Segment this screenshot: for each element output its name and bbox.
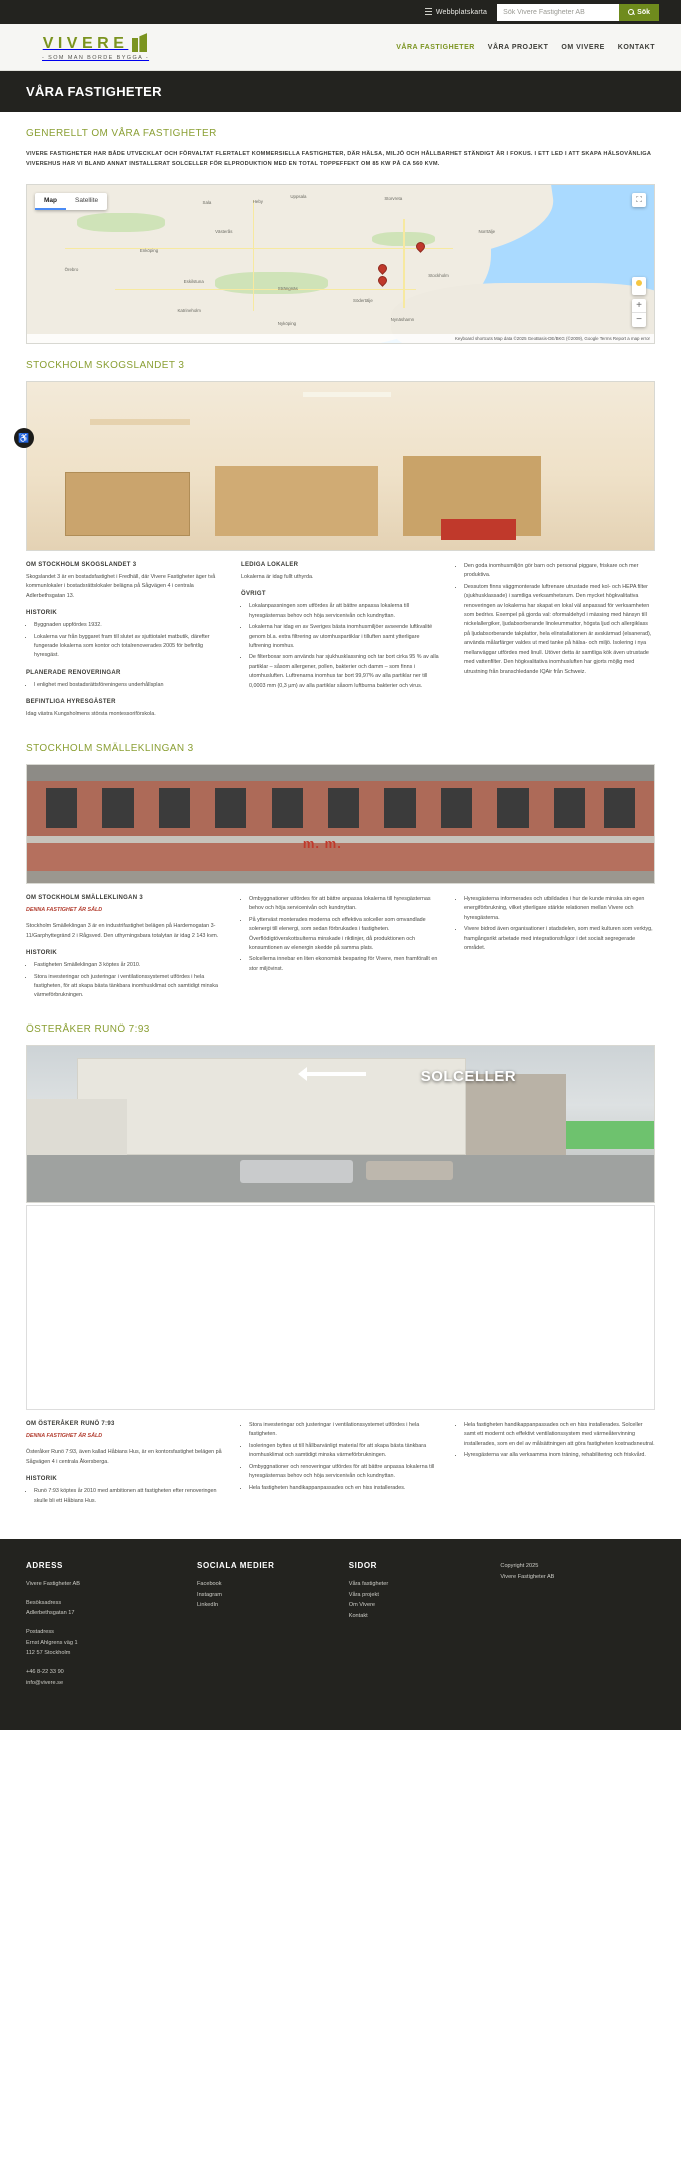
map-place-label: Strängnäs xyxy=(277,285,298,291)
map-zoom-in-button[interactable]: + xyxy=(632,299,646,313)
history-heading: HISTORIK xyxy=(26,950,57,957)
community-list xyxy=(456,895,655,954)
company-name: Vivere Fastigheter AB xyxy=(26,1581,80,1588)
search-button[interactable] xyxy=(619,4,659,21)
about-text: Stockholm Smälleklingan 3 är en industrifastighet belägen på Hardemogatan 3-11/Garphyttegränd 2 i Rågsved. Den uthyrningsbara totalytan är idag 2 143 kvm. xyxy=(26,923,219,939)
map-place-label: Nyköping xyxy=(277,320,297,326)
visiting-address-label: Besöksadress xyxy=(26,1599,62,1606)
list-item: • Byggnaden uppfördes 1932. xyxy=(34,621,225,630)
page-title-band xyxy=(0,71,681,112)
column-about xyxy=(26,1421,225,1513)
footer-column-pages xyxy=(349,1561,491,1696)
property-columns xyxy=(26,562,655,727)
list-item: • Ombyggnationer och renoveringar utfördes för att bättre anpassa lokalerna till hyresgästernas behov och höja servicenivån och kundnyttan. xyxy=(249,1463,440,1482)
footer-heading-adress: ADRESS xyxy=(26,1561,63,1571)
main-content xyxy=(0,112,681,1539)
nav-item-kontakt[interactable]: KONTAKT xyxy=(617,43,655,51)
map-forest-area xyxy=(77,213,165,232)
map-place-label: Norrtälje xyxy=(478,228,496,234)
column-extra xyxy=(456,562,655,727)
renovations-heading: PLANERADE RENOVERINGAR xyxy=(26,669,121,676)
photo-sign-text: m. m. xyxy=(302,835,342,851)
sitemap-icon xyxy=(425,8,432,16)
footer-link-vara-projekt[interactable]: Våra projekt xyxy=(348,1591,379,1598)
map-type-switcher xyxy=(35,193,107,210)
map-forest-area xyxy=(215,272,328,294)
map-road xyxy=(403,219,404,307)
footer-heading-social: SOCIALA MEDIER xyxy=(197,1561,275,1571)
renovations-list xyxy=(26,681,225,690)
footer-link-kontakt[interactable]: Kontakt xyxy=(348,1613,368,1620)
list-item: • Lokalanpassningen som utfördes år att bättre anpassa lokalerna till hyresgästernas behov och höja servicenivån och kundnyttan. xyxy=(249,602,440,621)
other-heading: ÖVRIGT xyxy=(241,591,266,598)
list-item: • Stora investeringar och justeringar i ventilationssystemet utfördes i hela fastigheten, för att skapa bästa tänkbara inomhusklimat och samtidigt minska värmeförbrukningen. xyxy=(34,973,225,1001)
footer-group xyxy=(26,1579,187,1590)
social-link-linkedin[interactable]: LinkedIn xyxy=(197,1602,219,1609)
property-title: STOCKHOLM SKOGSLANDET 3 xyxy=(26,359,185,371)
history-list xyxy=(26,961,225,1001)
map-place-label: Eskilstuna xyxy=(183,279,204,285)
list-item: • Solcellerna innebar en liten ekonomisk besparing för Vivere, men framförallt en stor miljövinst. xyxy=(249,955,440,974)
map-attribution: Keyboard shortcuts Map data ©2025 GeoBasis-DE/BKG (©2009), Google Terms Report a map error xyxy=(27,334,654,343)
property-block-skogslandet xyxy=(26,360,655,727)
phone-link[interactable]: +46 8-22 33 90 xyxy=(26,1668,64,1675)
map-type-satellite[interactable]: Satellite xyxy=(75,196,99,204)
property-photo-smalleklingan xyxy=(26,764,655,884)
about-heading: OM STOCKHOLM SMÄLLEKLINGAN 3 xyxy=(26,894,143,901)
column-accessibility xyxy=(456,1421,655,1513)
map-pin-property[interactable] xyxy=(378,276,385,286)
other-list xyxy=(241,602,440,691)
site-search xyxy=(497,4,659,21)
list-item: • Hyresgästerna var alla verksamma inom träning, rehabilitering och friskvård. xyxy=(464,1451,655,1460)
about-heading: OM ÖSTERÅKER RUNÖ 7:93 xyxy=(26,1420,115,1427)
property-photo-skogslandet xyxy=(26,381,655,551)
map-place-label: Heby xyxy=(252,198,263,204)
map-pin-property[interactable] xyxy=(378,264,385,274)
map-place-label: Södertälje xyxy=(353,298,373,304)
list-item: • Hyresgästerna informerades och utbildades i hur de kunde minska sin egen energiförbrukning, vilket ytterligare stärkte relationen mellan Vivere och hyresgästerna. xyxy=(464,895,655,923)
extra-list xyxy=(456,562,655,677)
photo-annotation-solceller: SOLCELLER xyxy=(420,1067,517,1085)
map-zoom-out-button[interactable]: − xyxy=(636,313,642,325)
nav-item-vara-projekt[interactable]: VÅRA PROJEKT xyxy=(487,43,549,51)
map-type-map[interactable]: Map xyxy=(35,193,66,210)
list-item: • Ombyggnationer utfördes för att bättre anpassa lokalerna till hyresgästernas behov och höja servicenivån och kundnyttan. xyxy=(249,895,440,914)
map-place-label: Västerås xyxy=(215,228,233,234)
footer-column-social xyxy=(197,1561,339,1696)
footer-group xyxy=(26,1667,187,1688)
logo-home-link[interactable] xyxy=(26,33,149,61)
list-item: • Dessutom finns väggmonterade luftrenare utrustade med kol- och HEPA filter (sjukhusklassade) i samtliga verksamhetsrum. Den mycket högkvalitativa renoveringen av lokalerna har skapat en lokal väl anpassad för verksamheten som bedrivs. Exempel på gjorda val: oformaldehyd i mässing med hänsyn till nickelallergiker, ljudabsorberande linoleummattor, högsta ljud och allergiklass på ljudabsorberande takplattor, hela elinstallationen är avskärmad (elsanerad), använda målarfärger valdes ut med tanke på hälsa- och miljö. Isolering i nya mellanväggar utfördes med linull. Utöver detta är samtliga kök även utrustade med vattenfilter. Den högkvalitativa inomhusluften har gjorts möjlig med utrustning från branschledande IQAir från Schweiz. xyxy=(464,583,655,678)
property-block-runo xyxy=(26,1024,655,1513)
copyright-company: Vivere Fastigheter AB xyxy=(500,1573,555,1580)
footer-column-adress xyxy=(26,1561,187,1696)
about-text: Österåker Runö 7:93, även kallad Håbians Hus, är en kontorsfastighet belägen på Sågvägen 4 i centrala Åkersberga. xyxy=(26,1449,222,1465)
properties-map[interactable] xyxy=(26,184,655,344)
building-logo-icon xyxy=(132,33,148,52)
email-link[interactable]: info@vivere.se xyxy=(26,1679,64,1686)
footer-grid xyxy=(26,1561,655,1696)
list-item: • I enlighet med bostadsrättsföreningens underhållsplan xyxy=(34,681,225,690)
solceller-arrow-icon xyxy=(306,1072,366,1076)
list-item: • Lokalerna var från byggaret fram till slutet av sjuttiotalet matbutik, därefter fungerade lokalerna som kontor och totalrenoverades 2005 för befintlig hyresgäst. xyxy=(34,633,225,661)
footer-link-om-vivere[interactable]: Om Vivere xyxy=(348,1602,376,1609)
column-about xyxy=(26,895,225,1008)
list-item: • Hela fastigheten handikappanpassades och en hiss installerades. xyxy=(249,1484,440,1493)
property-title: STOCKHOLM SMÄLLEKLINGAN 3 xyxy=(26,742,194,754)
site-footer xyxy=(0,1539,681,1730)
history-heading: HISTORIK xyxy=(26,1476,57,1483)
accessibility-widget-button[interactable]: ♿ xyxy=(14,428,34,448)
sitemap-label: Webbplatskarta xyxy=(435,8,488,16)
list-item: • Den goda inomhusmiljön gör barn och personal piggare, friskare och mer produktiva. xyxy=(464,562,655,581)
column-improvements xyxy=(241,1421,440,1513)
postal-address-city: 112 57 Stockholm xyxy=(26,1650,71,1657)
vacancies-heading: LEDIGA LOKALER xyxy=(241,561,299,568)
sold-badge: DENNA FASTIGHET ÄR SÅLD xyxy=(26,1432,103,1439)
map-place-label: Nynäshamn xyxy=(390,317,415,323)
property-columns xyxy=(26,895,655,1008)
page-title: VÅRA FASTIGHETER xyxy=(26,84,162,99)
column-improvements xyxy=(241,895,440,1008)
footer-column-copyright xyxy=(500,1561,655,1696)
footer-group xyxy=(26,1598,187,1619)
list-item: • Vivere bidrod även organisationer i stadsdelen, som med kulturen som verktyg, framgångsrikt arbetade med integrationsfrågor i det socialt segregerade området. xyxy=(464,925,655,953)
footer-link-vara-fastigheter[interactable]: Våra fastigheter xyxy=(348,1581,389,1588)
map-place-label: Enköping xyxy=(139,247,159,253)
visiting-address-street: Adlerbethsgatan 17 xyxy=(26,1610,75,1617)
map-place-label: Örebro xyxy=(64,266,79,272)
map-fullscreen-icon[interactable]: ⛶ xyxy=(632,193,646,207)
property-photo-runo xyxy=(26,1045,655,1203)
map-place-label: Sala xyxy=(202,200,212,206)
property-title: ÖSTERÅKER RUNÖ 7:93 xyxy=(26,1023,150,1035)
map-place-label: Storvreta xyxy=(384,195,403,201)
history-list xyxy=(26,1487,225,1506)
column-vacancies xyxy=(241,562,440,727)
tenants-text: Idag västra Kungsholmens största montessoriförskola. xyxy=(26,711,156,718)
search-button-label: Sök xyxy=(637,8,650,16)
list-item: • Stora investeringar och justeringar i ventilationssystemet utfördes i hela fastigheten. xyxy=(249,1421,440,1440)
nav-item-vara-fastigheter[interactable]: VÅRA FASTIGHETER xyxy=(396,43,475,51)
map-place-label: Uppsala xyxy=(290,194,307,200)
intro-paragraph: VIVERE FASTIGHETER HAR BÅDE UTVECKLAT OCH FÖRVALTAT FLERTALET KOMMERSIELLA FASTIGHETER, DÄR HÄLSA, MILJÖ OCH HÅLLBARHET STÄNDIGT ÄR I FOKUS. I ETT LED I ATT SKAPA HÄLSOVÄNLIGA VIVEREHUS HAR VI BLAND ANNAT INSTALLERAT SOLCELLER FÖR ELPRODUKTION MED EN TOTAL TOPPEFFEKT OM 85 KW PÅ CA 560 KVM. xyxy=(26,151,651,168)
property-columns xyxy=(26,1421,655,1513)
main-navigation xyxy=(396,44,655,51)
map-road xyxy=(253,200,254,311)
list-item: • På ytterväst monterades moderna och effektiva solceller som omvandlade solenergi till elenergi, som sedan förbrukades i fastigheten. Överflödigtöverskottsulterna minskade i riktlinjer, då produktionen och konsumtionen av elenergin skedde på samma plats. xyxy=(249,916,440,954)
list-item: • De filterboxar som används har sjukhusklassning och tar bort cirka 95 % av alla partiklar – såsom allergener, pollen, bakterier och damm – som finns i utomhusluften. Luftrenarna inomhus tar bort 99,97% av alla partiklar ner till 0,0003 mm (0,3 µm) av alla partiklar såsom luftburna bakterier och virus. xyxy=(249,653,440,691)
history-heading: HISTORIK xyxy=(26,610,57,617)
column-about xyxy=(26,562,225,727)
property-photo-runo-secondary xyxy=(26,1205,655,1410)
about-text: Skogslandet 3 är en bostadsfastighet i Fredhäll, där Vivere Fastigheter äger två kommunlokaler i bostadsrättslokaler belägna på Sågvägen 4 i centrala Adlerbethsgatan 13. xyxy=(26,573,216,599)
map-place-label: Katrineholm xyxy=(177,307,201,313)
footer-heading-pages: SIDOR xyxy=(348,1561,378,1571)
map-pin-property[interactable] xyxy=(416,242,423,252)
copyright-year: Copyright 2025 xyxy=(500,1563,539,1570)
history-list xyxy=(26,621,225,661)
postal-address-street: Ernst Ahlgrens väg 1 xyxy=(26,1639,78,1646)
list-item: • Fastigheten Smälleklingan 3 köptes år 2010. xyxy=(34,961,225,970)
improvements-list xyxy=(241,895,440,975)
tenants-heading: BEFINTLIGA HYRESGÄSTER xyxy=(26,699,116,706)
map-place-label: Stockholm xyxy=(428,273,449,279)
list-item: • Isoleringen byttes ut till hållbarvänligt material för att skapa bästa tänkbara inomhusklimat och samtidigt minska värmeförbrukningen. xyxy=(249,1442,440,1461)
social-link-instagram[interactable]: Instagram xyxy=(197,1591,222,1598)
masthead xyxy=(0,24,681,71)
map-road xyxy=(65,248,454,249)
footer-group xyxy=(26,1627,187,1659)
about-heading: OM STOCKHOLM SKOGSLANDET 3 xyxy=(26,561,137,568)
intro-heading: GENERELLT OM VÅRA FASTIGHETER xyxy=(26,128,217,139)
improvements-list xyxy=(241,1421,440,1493)
accessibility-list xyxy=(456,1421,655,1461)
list-item: • Lokalerna har idag en av Sveriges bästa inomhusmiljöer avseende luftkvalité genom bl.a. extra filtrering av utomhuspartiklar i tilluften samt ytterligare luftrening inomhus. xyxy=(249,623,440,651)
sitemap-link[interactable] xyxy=(425,8,487,16)
map-zoom-controls xyxy=(632,299,646,327)
vacancies-text: Lokalerna är idag fullt uthyrda. xyxy=(241,573,314,580)
social-link-facebook[interactable]: Facebook xyxy=(197,1581,222,1588)
map-road xyxy=(115,289,416,290)
street-view-pegman-icon[interactable] xyxy=(632,277,646,295)
search-icon xyxy=(628,9,634,15)
column-community xyxy=(456,895,655,1008)
brand-tagline: - SOM MAN BORDE BYGGA - xyxy=(42,55,150,61)
search-input[interactable] xyxy=(497,4,619,21)
list-item: • Hela fastigheten handikappanpassades och en hiss installerades. Solceller samt ett modernt och effektivt ventilationssystem med värmeåtervinning installerades, som en del av målsättningen att göra fastigheten kostnadsneutral. xyxy=(464,1421,655,1449)
sold-badge: DENNA FASTIGHET ÄR SÅLD xyxy=(26,906,103,913)
brand-name: VIVERE xyxy=(42,35,129,52)
top-utility-bar xyxy=(0,0,681,24)
postal-address-label: Postadress xyxy=(26,1629,54,1636)
nav-item-om-vivere[interactable]: OM VIVERE xyxy=(561,43,605,51)
property-block-smalleklingan xyxy=(26,743,655,1008)
list-item: • Runö 7:93 köptes år 2010 med ambitionen att fastigheten efter renoveringen skulle bli ett Håbians Hus. xyxy=(34,1487,225,1506)
